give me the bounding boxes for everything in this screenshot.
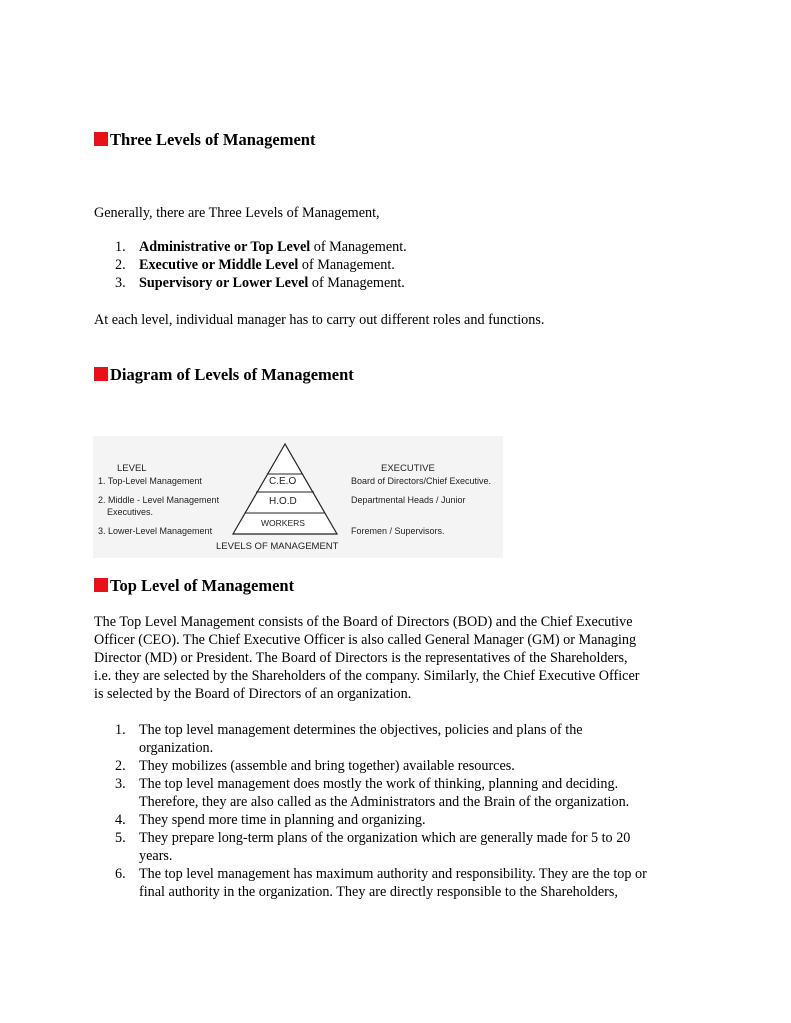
heading-top-level-text: Top Level of Management bbox=[110, 576, 295, 595]
level-item: 3. Lower-Level Management bbox=[98, 526, 213, 536]
red-square-bullet-icon bbox=[94, 367, 108, 381]
list-item: 3. The top level management does mostly the work of thinking, planning and deciding. Therefore, they are also called as the Administrators and the Brain of the organization. bbox=[115, 776, 630, 810]
diagram-caption: LEVELS OF MANAGEMENT bbox=[216, 541, 339, 552]
heading-three-levels bbox=[94, 130, 315, 150]
red-square-bullet-icon bbox=[94, 132, 108, 146]
heading-top-level bbox=[94, 576, 294, 596]
list-item: 1. The top level management determines the objectives, policies and plans of the organization. bbox=[115, 722, 583, 756]
executive-header: EXECUTIVE bbox=[381, 463, 435, 474]
list-item: 3. Supervisory or Lower Level of Management. bbox=[115, 275, 405, 291]
list-item: 2. They mobilizes (assemble and bring together) available resources. bbox=[115, 758, 515, 774]
pyramid-label: WORKERS bbox=[261, 518, 305, 528]
level-item: 1. Top-Level Management bbox=[98, 476, 202, 486]
pyramid-label: C.E.O bbox=[269, 476, 297, 487]
red-square-bullet-icon bbox=[94, 578, 108, 592]
list-item: 5. They prepare long-term plans of the organization which are generally made for 5 to 20 years. bbox=[115, 830, 631, 864]
level-item: Executives. bbox=[107, 507, 154, 517]
levels-diagram bbox=[93, 436, 503, 558]
executive-item: Departmental Heads / Junior bbox=[351, 495, 466, 505]
heading-diagram bbox=[94, 365, 354, 385]
level-header: LEVEL bbox=[117, 463, 147, 474]
top-level-paragraph: The Top Level Management consists of the Board of Directors (BOD) and the Chief Executive Officer (CEO). The Chief Executive Officer is also called General Manager (GM) or Managing Director (MD) or President. The Board of Directors is the representatives of the Shareholders, i.e. they are selected by the Shareholders of the company. Similarly, the Chief Executive Officer is selected by the Board of Directors of an organization. bbox=[94, 614, 640, 702]
top-level-list bbox=[94, 721, 714, 901]
list-item: 1. Administrative or Top Level of Management. bbox=[115, 239, 407, 255]
level-item: 2. Middle - Level Management bbox=[98, 495, 220, 505]
pyramid-label: H.O.D bbox=[269, 496, 297, 507]
executive-item: Board of Directors/Chief Executive. bbox=[351, 476, 492, 486]
levels-list bbox=[94, 238, 714, 292]
list-item: 6. The top level management has maximum authority and responsibility. They are the top or final authority in the organization. They are directly responsible to the Shareholders, bbox=[115, 866, 647, 900]
closing-paragraph: At each level, individual manager has to carry out different roles and functions. bbox=[94, 312, 545, 328]
list-item: 4. They spend more time in planning and organizing. bbox=[115, 812, 426, 828]
heading-three-levels-text: Three Levels of Management bbox=[110, 130, 316, 149]
list-item: 2. Executive or Middle Level of Management. bbox=[115, 257, 395, 273]
heading-diagram-text: Diagram of Levels of Management bbox=[110, 365, 354, 384]
executive-item: Foremen / Supervisors. bbox=[351, 526, 445, 536]
intro-paragraph: Generally, there are Three Levels of Management, bbox=[94, 205, 380, 221]
